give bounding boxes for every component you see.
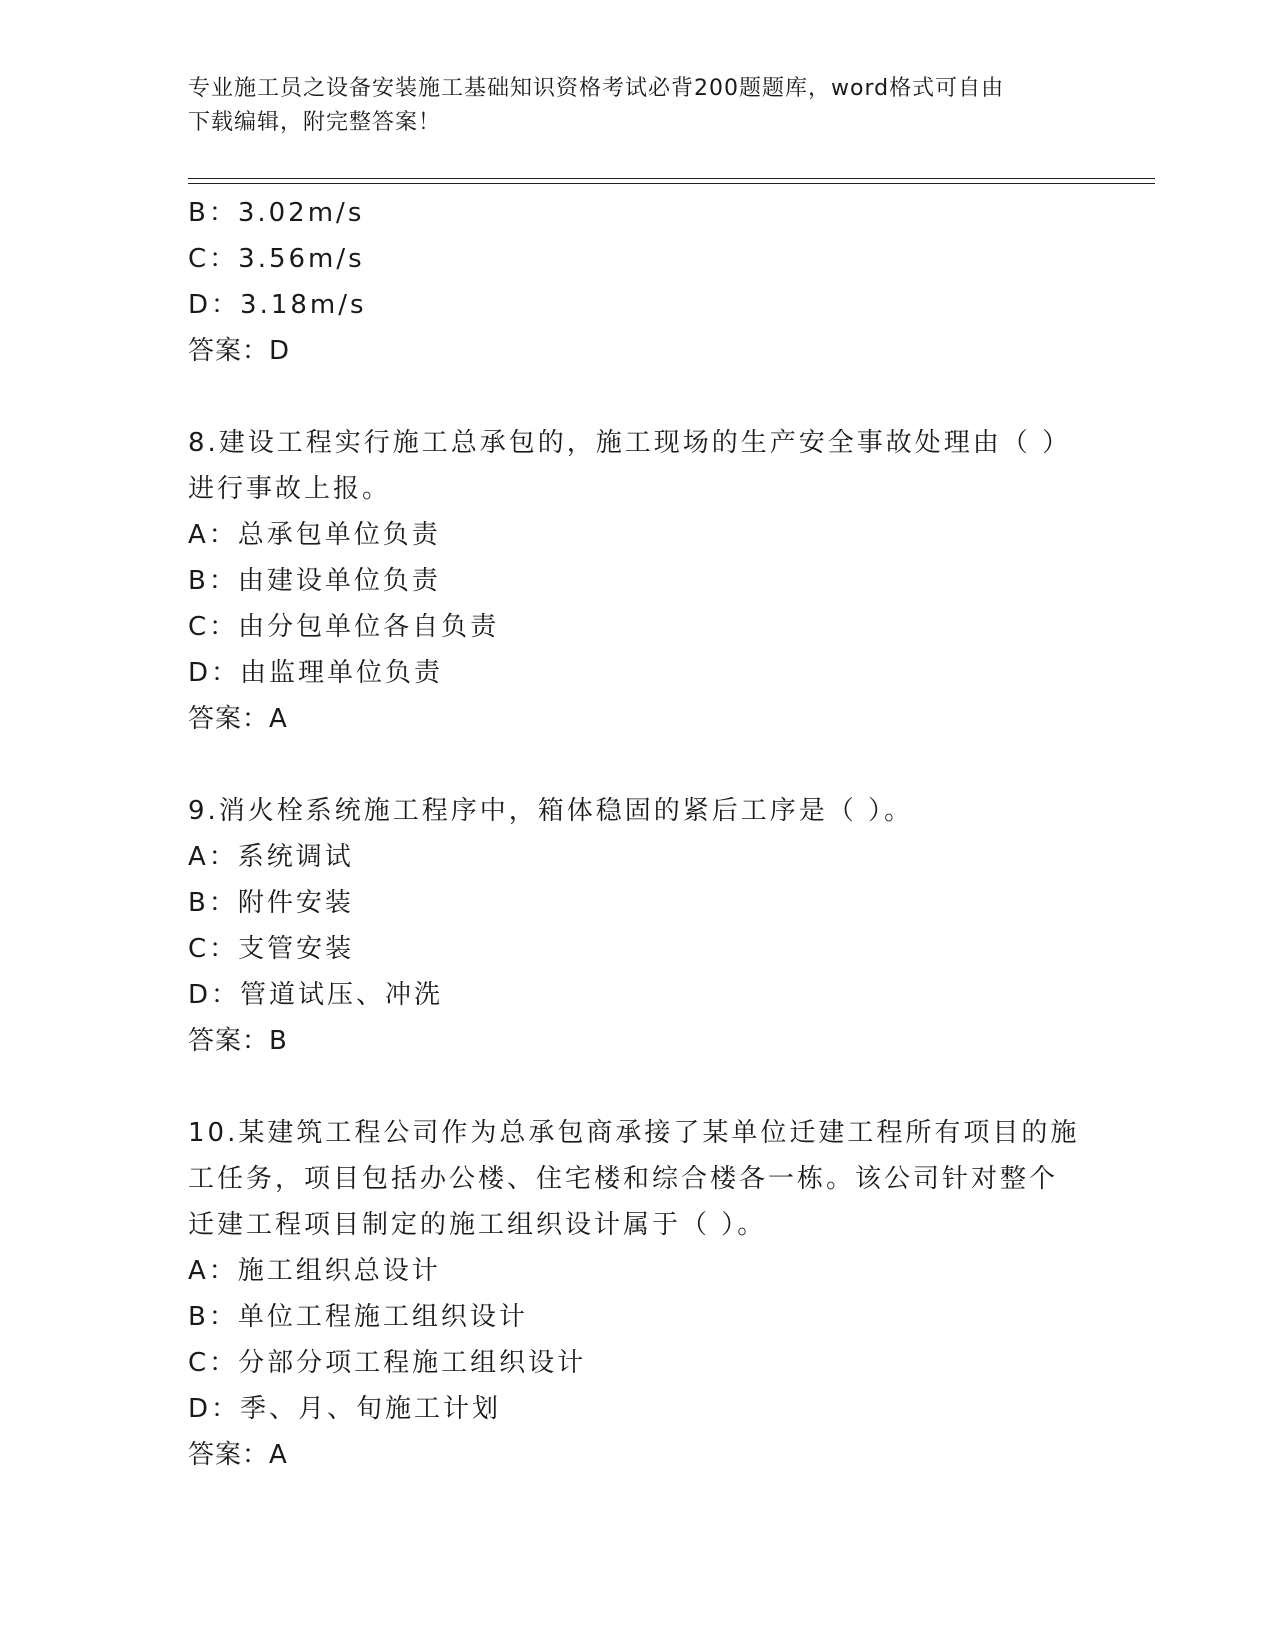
header-line-1: 专业施工员之设备安装施工基础知识资格考试必背200题题库，word格式可自由: [188, 76, 1005, 101]
option-c: C：3.56m/s: [188, 244, 365, 274]
option-c: C：分部分项工程施工组织设计: [188, 1348, 587, 1378]
option-d: D：由监理单位负责: [188, 658, 444, 688]
option-c: C：由分包单位各自负责: [188, 612, 500, 642]
option-a: A：总承包单位负责: [188, 520, 441, 550]
option-a: A：系统调试: [188, 842, 354, 872]
option-d: D：季、月、旬施工计划: [188, 1394, 502, 1424]
header-line-2: 下载编辑，附完整答案！: [188, 110, 442, 135]
question-10: [188, 1110, 1088, 1478]
question-text-line: 迁建工程项目制定的施工组织设计属于（ ）。: [188, 1210, 767, 1240]
question-list: [188, 190, 1088, 1478]
question-text-line: 9.消火栓系统施工程序中，箱体稳固的紧后工序是（ ）。: [188, 796, 914, 826]
option-b: B：由建设单位负责: [188, 566, 441, 596]
option-d: D：3.18m/s: [188, 290, 367, 320]
question-text-line: 10.某建筑工程公司作为总承包商承接了某单位迁建工程所有项目的施: [188, 1118, 1080, 1148]
answer: 答案：A: [188, 1440, 288, 1470]
spacer: [188, 374, 1088, 420]
option-a: A：施工组织总设计: [188, 1256, 441, 1286]
question-text-line: 8.建设工程实行施工总承包的，施工现场的生产安全事故处理由（ ）: [188, 428, 1072, 458]
option-c: C：支管安装: [188, 934, 355, 964]
header-divider-top: [188, 178, 1155, 179]
document-header: [188, 72, 1088, 140]
spacer: [188, 1064, 1088, 1110]
option-d: D：管道试压、冲洗: [188, 980, 444, 1010]
answer: 答案：D: [188, 336, 291, 366]
question-9: [188, 788, 1088, 1064]
answer: 答案：A: [188, 704, 288, 734]
option-b: B：附件安装: [188, 888, 354, 918]
option-b: B：单位工程施工组织设计: [188, 1302, 528, 1332]
answer: 答案：B: [188, 1026, 288, 1056]
header-divider-bottom: [188, 183, 1155, 184]
question-8: [188, 420, 1088, 742]
question-text-line: 进行事故上报。: [188, 474, 392, 504]
question-7-partial: [188, 190, 1088, 374]
spacer: [188, 742, 1088, 788]
option-b: B：3.02m/s: [188, 198, 365, 228]
question-text-line: 工任务，项目包括办公楼、住宅楼和综合楼各一栋。该公司针对整个: [188, 1164, 1059, 1194]
